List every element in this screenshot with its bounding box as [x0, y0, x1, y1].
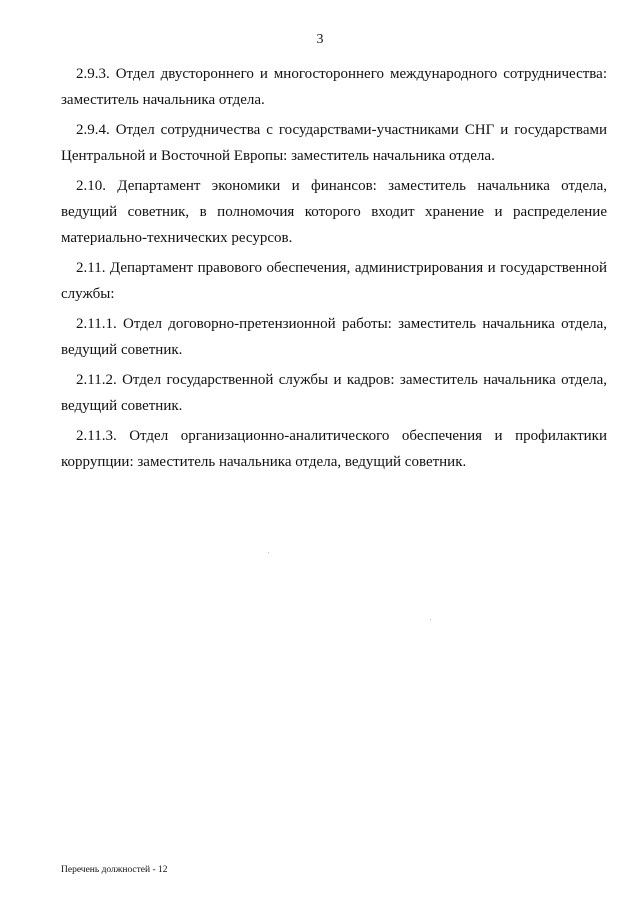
paragraph-2-11-1: 2.11.1. Отдел договорно-претензионной работы: заместитель начальника отдела, ведущий советник. [61, 316, 607, 358]
document-footer: Перечень должностей - 12 [61, 865, 168, 875]
paragraph-2-11-3: 2.11.3. Отдел организационно-аналитического обеспечения и профилактики коррупции: заместитель начальника отдела, ведущий советник. [61, 428, 607, 470]
paragraph-2-11-2: 2.11.2. Отдел государственной службы и кадров: заместитель начальника отдела, ведущий советник. [61, 372, 607, 414]
paragraph-2-11: 2.11. Департамент правового обеспечения, администрирования и государственной службы: [61, 260, 607, 302]
paragraph-2-9-4: 2.9.4. Отдел сотрудничества с государствами-участниками СНГ и государствами Центральной и Восточной Европы: заместитель начальника отдела. [61, 122, 607, 164]
document-body [61, 61, 607, 479]
scan-artifact [430, 619, 431, 620]
paragraph-2-10: 2.10. Департамент экономики и финансов: заместитель начальника отдела, ведущий советник, в полномочия которого входит хранение и распределение материально-технических ресурсов. [61, 178, 607, 246]
scan-artifact [268, 552, 269, 553]
paragraph-2-9-3: 2.9.3. Отдел двустороннего и многостороннего международного сотрудничества: заместитель начальника отдела. [61, 66, 607, 108]
page-number: 3 [316, 32, 324, 47]
